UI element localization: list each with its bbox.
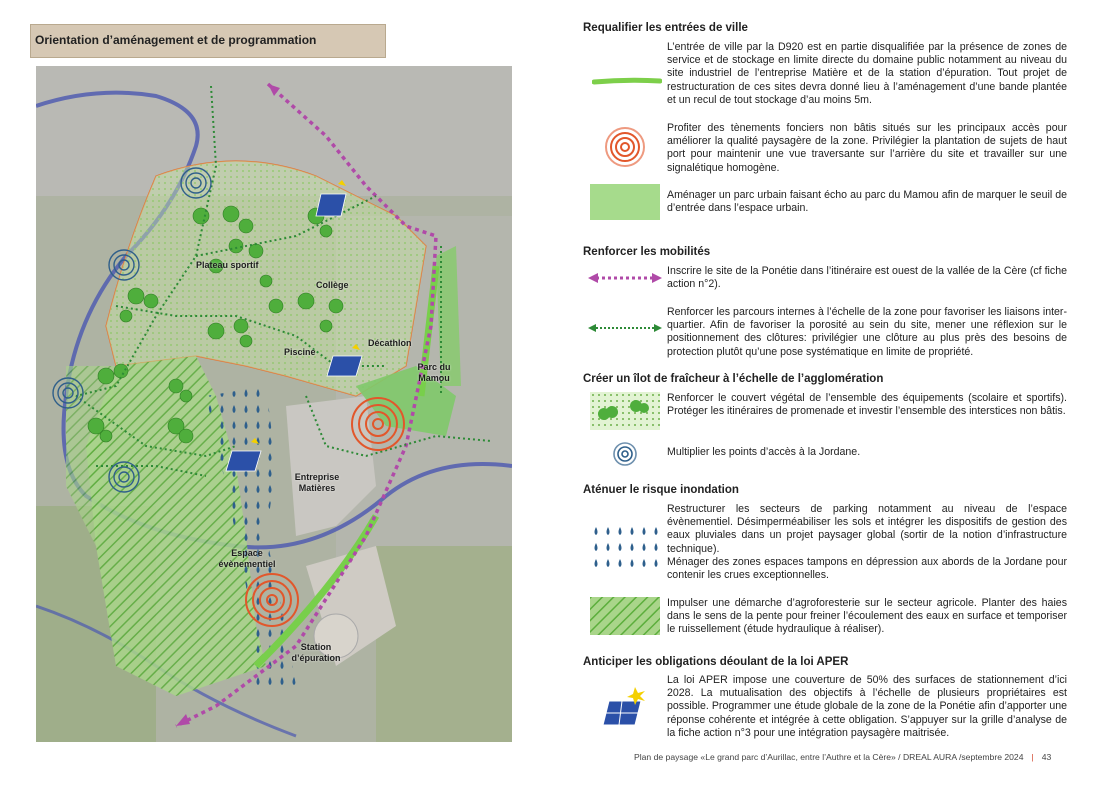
page-footer [634,752,1051,762]
map-label-piscine: Piscine [284,347,316,357]
legend-text-entrees-3: Aménager un parc urbain faisant écho au parc du Mamou afin de marquer le seuil de d’entrée dans l’espace urbain. [667,189,1067,215]
green-rectangle-icon [590,184,660,220]
legend-text-entrees-1: L’entrée de ville par la D920 est en partie disqualifiée par la présence de zones de service et de stockage en limite directe du domaine public notamment au niveau du site industriel de l’entreprise Matière et de la station d’épuration. Tout projet de restructuration de ces sites devra donné lieu à l’aménagement d’une bande plantée et un recul de tout stockage d’au moins 5m. [667,41,1067,106]
green-line-icon [592,72,662,90]
blue-target-icon [611,440,639,473]
water-drops-icon [590,524,662,575]
section-title-mobilites: Renforcer les mobilités [583,246,711,258]
footer-separator: | [1031,752,1034,762]
map-label-espace: Espace évènementiel [218,548,276,569]
legend-text-entrees-2: Profiter des tènements fonciers non bâtis situés sur les principaux accès pour améliorer la qualité paysagère de la zone. Privilégier la plantation de sujets de haut port pour maintenir une vue traversante sur l’arrière du site et travailler sur une signalétique homogène. [667,122,1067,174]
map-label-decathlon: Décathlon [368,338,412,348]
solar-panel-icon [603,685,649,732]
map-label-plateau: Plateau sportif [196,260,259,270]
legend-text-aper: La loi APER impose une couverture de 50% des surfaces de stationnement d’ici 2028. La mutualisation des objectifs à l’échelle de plusieurs propriétaires est possible. Programmer une étude globale de la zone de la Ponétie afin d’apporter une réponse cohérente et intégrée à cette obligation. S’appuyer sur la grille d’analyse de la fiche action n°3 pour une intégration paysagère maitrisée. [667,674,1067,739]
footer-text: Plan de paysage «Le grand parc d’Aurillac, entre l’Authre et la Cère» / DREAL AURA /septembre 2024 [634,752,1024,762]
green-dotted-arrow-icon [588,321,662,339]
legend-text-inondation-1: Restructurer les secteurs de parking notamment au niveau de l’espace évènementiel. Désimperméabiliser les sols et intégrer les dispositifs de gestion des eaux pluviales dans un projet paysager global (sortir de la notion d’infrastructure technique). [667,503,1067,555]
page-title: Orientation d’aménagement et de programmation [35,33,317,47]
map-label-parc: Parc du Mamou [417,362,451,383]
page-title-box [30,24,386,58]
orange-target-icon [605,127,645,172]
map-drawing [36,66,512,742]
trees-dotted-icon [590,392,660,435]
page-number: 43 [1041,752,1052,762]
legend-text-ilot-2: Multiplier les points d’accès à la Jordane. [667,446,861,458]
legend-text-mobilites-2: Renforcer les parcours internes à l’échelle de la zone pour favoriser les liaisons inter-quartier. Afin de favoriser la porosité au sein du site, mener une réflexion sur le positionnement des clôtures: privilégier une clôture au plus près des besoins de protection plutôt qu’une pose systématique en limite de propriété. [667,306,1067,358]
purple-arrow-icon [588,271,662,290]
map-label-station: Station d’épuration [291,642,341,663]
map-label-entreprise: Entreprise Matières [294,472,340,493]
section-title-entrees: Requalifier les entrées de ville [583,22,748,34]
section-title-ilot: Créer un îlot de fraîcheur à l’échelle de l’agglomération [583,373,884,385]
legend-text-ilot-1: Renforcer le couvert végétal de l’ensemble des équipements (scolaire et sportifs). Protéger les itinéraires de promenade et investir l’ensemble des interstices non bâtis. [667,392,1067,418]
legend-text-inondation-1b: Ménager des zones espaces tampons en dépression aux abords de la Jordane pour contenir les crues exceptionnelles. [667,556,1067,582]
legend-text-inondation-2: Impulser une démarche d’agroforesterie sur le secteur agricole. Planter des haies dans le sens de la pente pour freiner l’écoulement des eaux en surface et temporiser le ruissellement (étude hydraulique à réaliser). [667,597,1067,636]
site-map [36,66,512,742]
hatched-green-icon [590,597,660,635]
legend-text-mobilites-1: Inscrire le site de la Ponétie dans l’itinéraire est ouest de la vallée de la Cère (cf fiche action n°2). [667,265,1067,291]
section-title-aper: Anticiper les obligations déoulant de la loi APER [583,656,849,668]
section-title-inondation: Aténuer le risque inondation [583,484,739,496]
map-label-college: Collège [316,280,349,290]
